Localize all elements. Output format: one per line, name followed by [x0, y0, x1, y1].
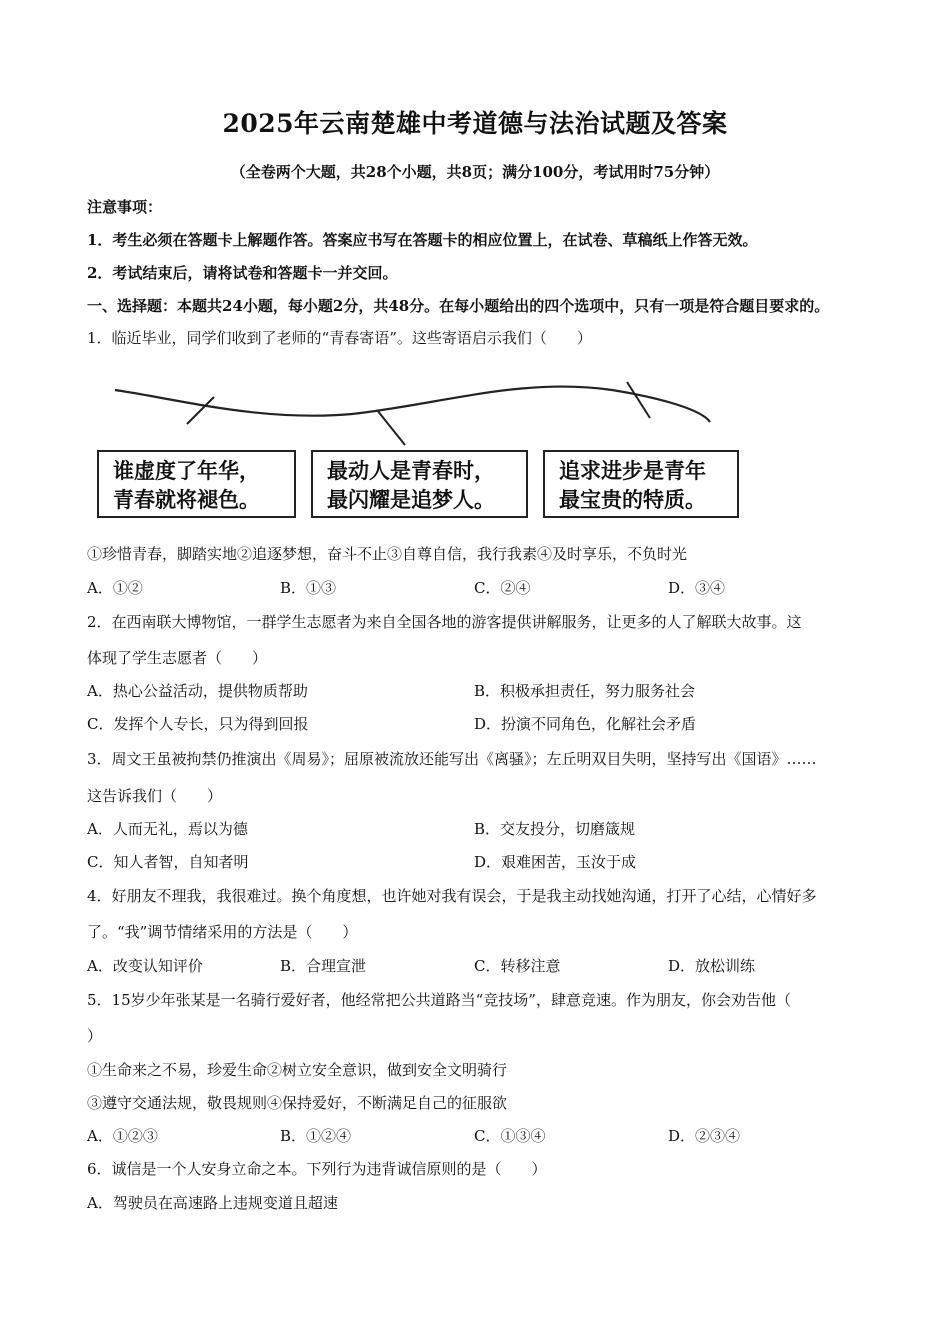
notice-item-1: 1．考生必须在答题卡上解题作答。答案应书写在答题卡的相应位置上，在试卷、草稿纸上作答无效。 — [87, 231, 758, 249]
quote-box-2-line-1: 最动人是青春时， — [327, 459, 495, 483]
q1-stem: 1．临近毕业，同学们收到了老师的“青春寄语”。这些寄语启示我们（ ） — [87, 329, 592, 347]
q2-option-d[interactable]: D．扮演不同角色，化解社会矛盾 — [474, 715, 697, 733]
q1-option-b[interactable]: B．①③ — [280, 579, 337, 597]
q2-option-a[interactable]: A．热心公益活动，提供物质帮助 — [87, 682, 308, 700]
q5-statements-line-2: ③遵守交通法规，敬畏规则④保持爱好，不断满足自己的征服欲 — [87, 1094, 508, 1112]
q4-option-b[interactable]: B．合理宣泄 — [280, 957, 367, 975]
q5-option-c[interactable]: C．①③④ — [474, 1127, 546, 1145]
q1-option-a[interactable]: A．①② — [87, 579, 143, 597]
q1-statements: ①珍惜青春，脚踏实地②追逐梦想，奋斗不止③自尊自信，我行我素④及时享乐，不负时光 — [87, 545, 688, 563]
section-1-heading: 一、选择题：本题共24小题，每小题2分，共48分。在每小题给出的四个选项中，只有一项是符合题目要求的。 — [87, 297, 830, 315]
q2-stem-line-2: 体现了学生志愿者（ ） — [87, 649, 268, 667]
q1-figure — [92, 372, 752, 532]
q2-option-c[interactable]: C．发挥个人专长，只为得到回报 — [87, 715, 309, 733]
q5-option-a[interactable]: A．①②③ — [87, 1127, 158, 1145]
notice-heading: 注意事项： — [87, 198, 163, 216]
q1-option-c[interactable]: C．②④ — [474, 579, 531, 597]
quote-box-2-line-2: 最闪耀是追梦人。 — [327, 488, 495, 512]
q4-option-c[interactable]: C．转移注意 — [474, 957, 561, 975]
q5-stem-line-2: ） — [87, 1027, 103, 1045]
q4-stem-line-2: 了。“我”调节情绪采用的方法是（ ） — [87, 923, 358, 941]
q5-stem-line-1: 5．15岁少年张某是一名骑行爱好者，他经常把公共道路当“竞技场”，肆意竞速。作为朋友，你会劝告他（ — [87, 991, 791, 1009]
q2-option-b[interactable]: B．积极承担责任，努力服务社会 — [474, 682, 696, 700]
quote-box-3-line-2: 最宝贵的特质。 — [559, 488, 706, 512]
q6-stem: 6．诚信是一个人安身立命之本。下列行为违背诚信原则的是（ ） — [87, 1160, 547, 1178]
quote-box-3-line-1: 追求进步是青年 — [559, 459, 706, 483]
q4-stem-line-1: 4．好朋友不理我，我很难过。换个角度想，也许她对我有误会，于是我主动找她沟通，打开了心结，心情好多 — [87, 887, 817, 905]
q4-option-d[interactable]: D．放松训练 — [668, 957, 756, 975]
q5-option-d[interactable]: D．②③④ — [668, 1127, 741, 1145]
quote-box-3 — [543, 450, 739, 518]
ribbon-line-illustration — [92, 372, 752, 452]
q6-option-a[interactable]: A．驾驶员在高速路上违规变道且超速 — [87, 1194, 338, 1212]
q3-stem-line-2: 这告诉我们（ ） — [87, 787, 223, 805]
q5-statements-line-1: ①生命来之不易，珍爱生命②树立安全意识，做到安全文明骑行 — [87, 1061, 508, 1079]
quote-box-1-line-1: 谁虚度了年华， — [113, 459, 260, 483]
quote-box-1 — [97, 450, 296, 518]
q3-option-c[interactable]: C．知人者智，自知者明 — [87, 853, 249, 871]
q1-option-d[interactable]: D．③④ — [668, 579, 726, 597]
q3-option-b[interactable]: B．交友投分，切磨箴规 — [474, 820, 636, 838]
quote-box-2 — [311, 450, 528, 518]
quote-box-1-line-2: 青春就将褪色。 — [113, 488, 260, 512]
q3-option-a[interactable]: A．人而无礼，焉以为德 — [87, 820, 248, 838]
notice-item-2: 2．考试结束后，请将试卷和答题卡一并交回。 — [87, 264, 398, 282]
q5-option-b[interactable]: B．①②④ — [280, 1127, 352, 1145]
page-title: 2025年云南楚雄中考道德与法治试题及答案 — [222, 109, 728, 138]
q4-option-a[interactable]: A．改变认知评价 — [87, 957, 203, 975]
q3-option-d[interactable]: D．艰难困苦，玉汝于成 — [474, 853, 637, 871]
q2-stem-line-1: 2．在西南联大博物馆，一群学生志愿者为来自全国各地的游客提供讲解服务，让更多的人了解联大故事。这 — [87, 613, 802, 631]
exam-info: （全卷两个大题，共28个小题，共8页；满分100分，考试用时75分钟） — [230, 163, 720, 181]
q3-stem-line-1: 3．周文王虽被拘禁仍推演出《周易》；屈原被流放还能写出《离骚》；左丘明双目失明，坚持写出《国语》…… — [87, 750, 817, 768]
